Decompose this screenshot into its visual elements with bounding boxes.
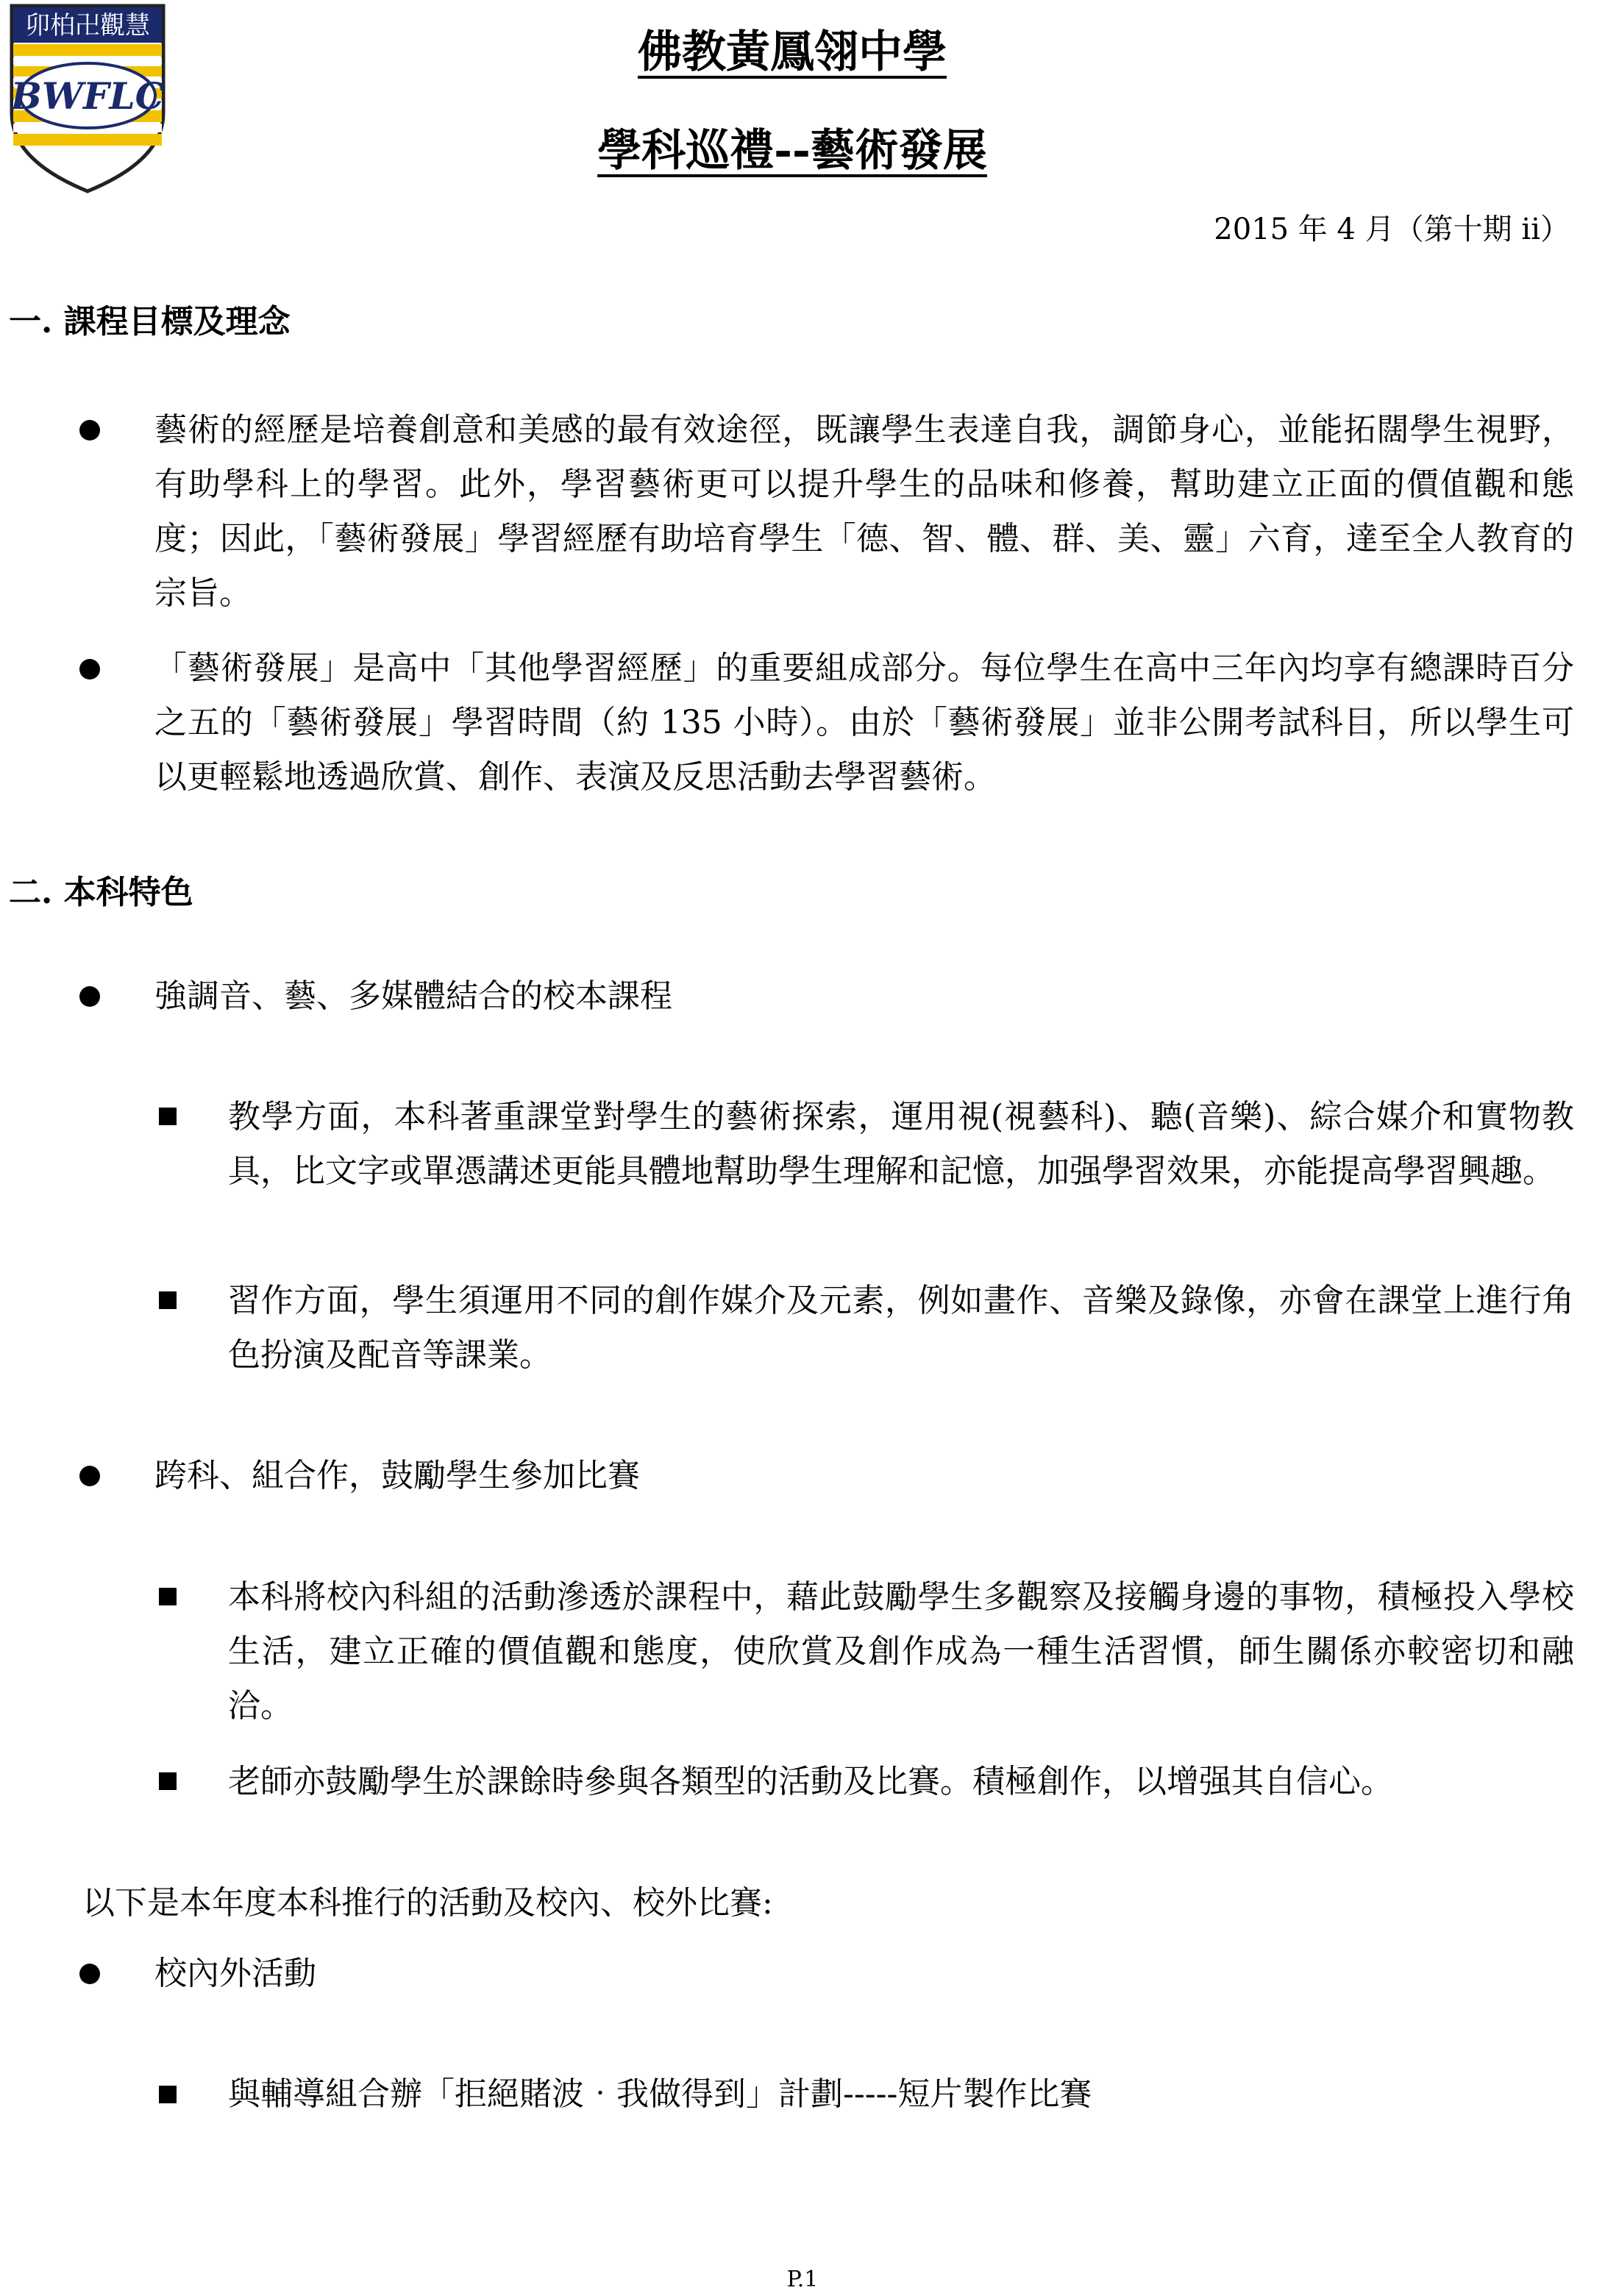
activities-subitem: 與輔導組合辦「拒絕賭波‧我做得到」計劃-----短片製作比賽 (228, 2075, 1092, 2113)
crest-top-text: 卯柏卍觀慧 (25, 11, 150, 40)
square-bullet-icon (159, 1291, 177, 1309)
feature-2-subitem-2: 老師亦鼓勵學生於課餘時參與各類型的活動及比賽。積極創作，以增强其自信心。 (228, 1763, 1393, 1800)
bullet-icon (79, 1964, 100, 1984)
paragraph-goals-1: 藝術的經歷是培養創意和美感的最有效途徑，既讓學生表達自我，調節身心，並能拓闊學生視野，有助學科上的學習。此外，學習藝術更可以提升學生的品味和修養，幫助建立正面的價值觀和態度；因此，「藝術發展」學習經歷有助培育學生「德、智、體、群、美、靈」六育，達至全人教育的宗旨。 (154, 411, 1574, 612)
paragraph-goals-2: 「藝術發展」是高中「其他學習經歷」的重要組成部分。每位學生在高中三年內均享有總課時百分之五的「藝術發展」學習時間（約 135 小時）。由於「藝術發展」並非公開考試科目，所以學生可以更輕鬆地透過欣賞、創作、表演及反思活動去學習藝術。 (154, 649, 1574, 796)
section-heading-features: 二. 本科特色 (9, 874, 193, 911)
square-bullet-icon (159, 1772, 177, 1790)
page-number: P.1 (786, 2267, 819, 2292)
feature-1-subitem-2: 習作方面，學生須運用不同的創作媒介及元素，例如畫作、音樂及錄像，亦會在課堂上進行角色扮演及配音等課業。 (228, 1282, 1574, 1374)
feature-2-subitem-1: 本科將校內科組的活動滲透於課程中，藉此鼓勵學生多觀察及接觸身邊的事物，積極投入學校生活，建立正確的價值觀和態度，使欣賞及創作成為一種生活習慣，師生關係亦較密切和融洽。 (228, 1578, 1574, 1725)
issue-date: 2015 年 4 月（第十期 ii） (1214, 213, 1570, 246)
crest-monogram: BWFLC (10, 74, 165, 118)
square-bullet-icon (159, 1588, 177, 1605)
bullet-icon (79, 659, 100, 680)
square-bullet-icon (159, 2086, 177, 2103)
activities-intro: 以下是本年度本科推行的活動及校內、校外比賽: (82, 1884, 773, 1922)
square-bullet-icon (159, 1108, 177, 1125)
activities-bullet: 校內外活動 (154, 1955, 316, 1992)
bullet-icon (79, 1466, 100, 1486)
feature-heading-2: 跨科、組合作，鼓勵學生參加比賽 (154, 1457, 640, 1494)
page-title: 學科巡禮--藝術發展 (597, 125, 987, 177)
school-name: 佛教黃鳳翎中學 (638, 26, 947, 78)
feature-1-subitem-1: 教學方面，本科著重課堂對學生的藝術探索，運用視(視藝科)、聽(音樂)、綜合媒介和實物教具，比文字或單憑講述更能具體地幫助學生理解和記憶，加强學習效果，亦能提高學習興趣。 (228, 1098, 1574, 1190)
bullet-icon (79, 986, 100, 1007)
section-heading-goals: 一. 課程目標及理念 (9, 303, 291, 341)
feature-heading-1: 強調音、藝、多媒體結合的校本課程 (154, 977, 672, 1015)
bullet-icon (79, 420, 100, 441)
